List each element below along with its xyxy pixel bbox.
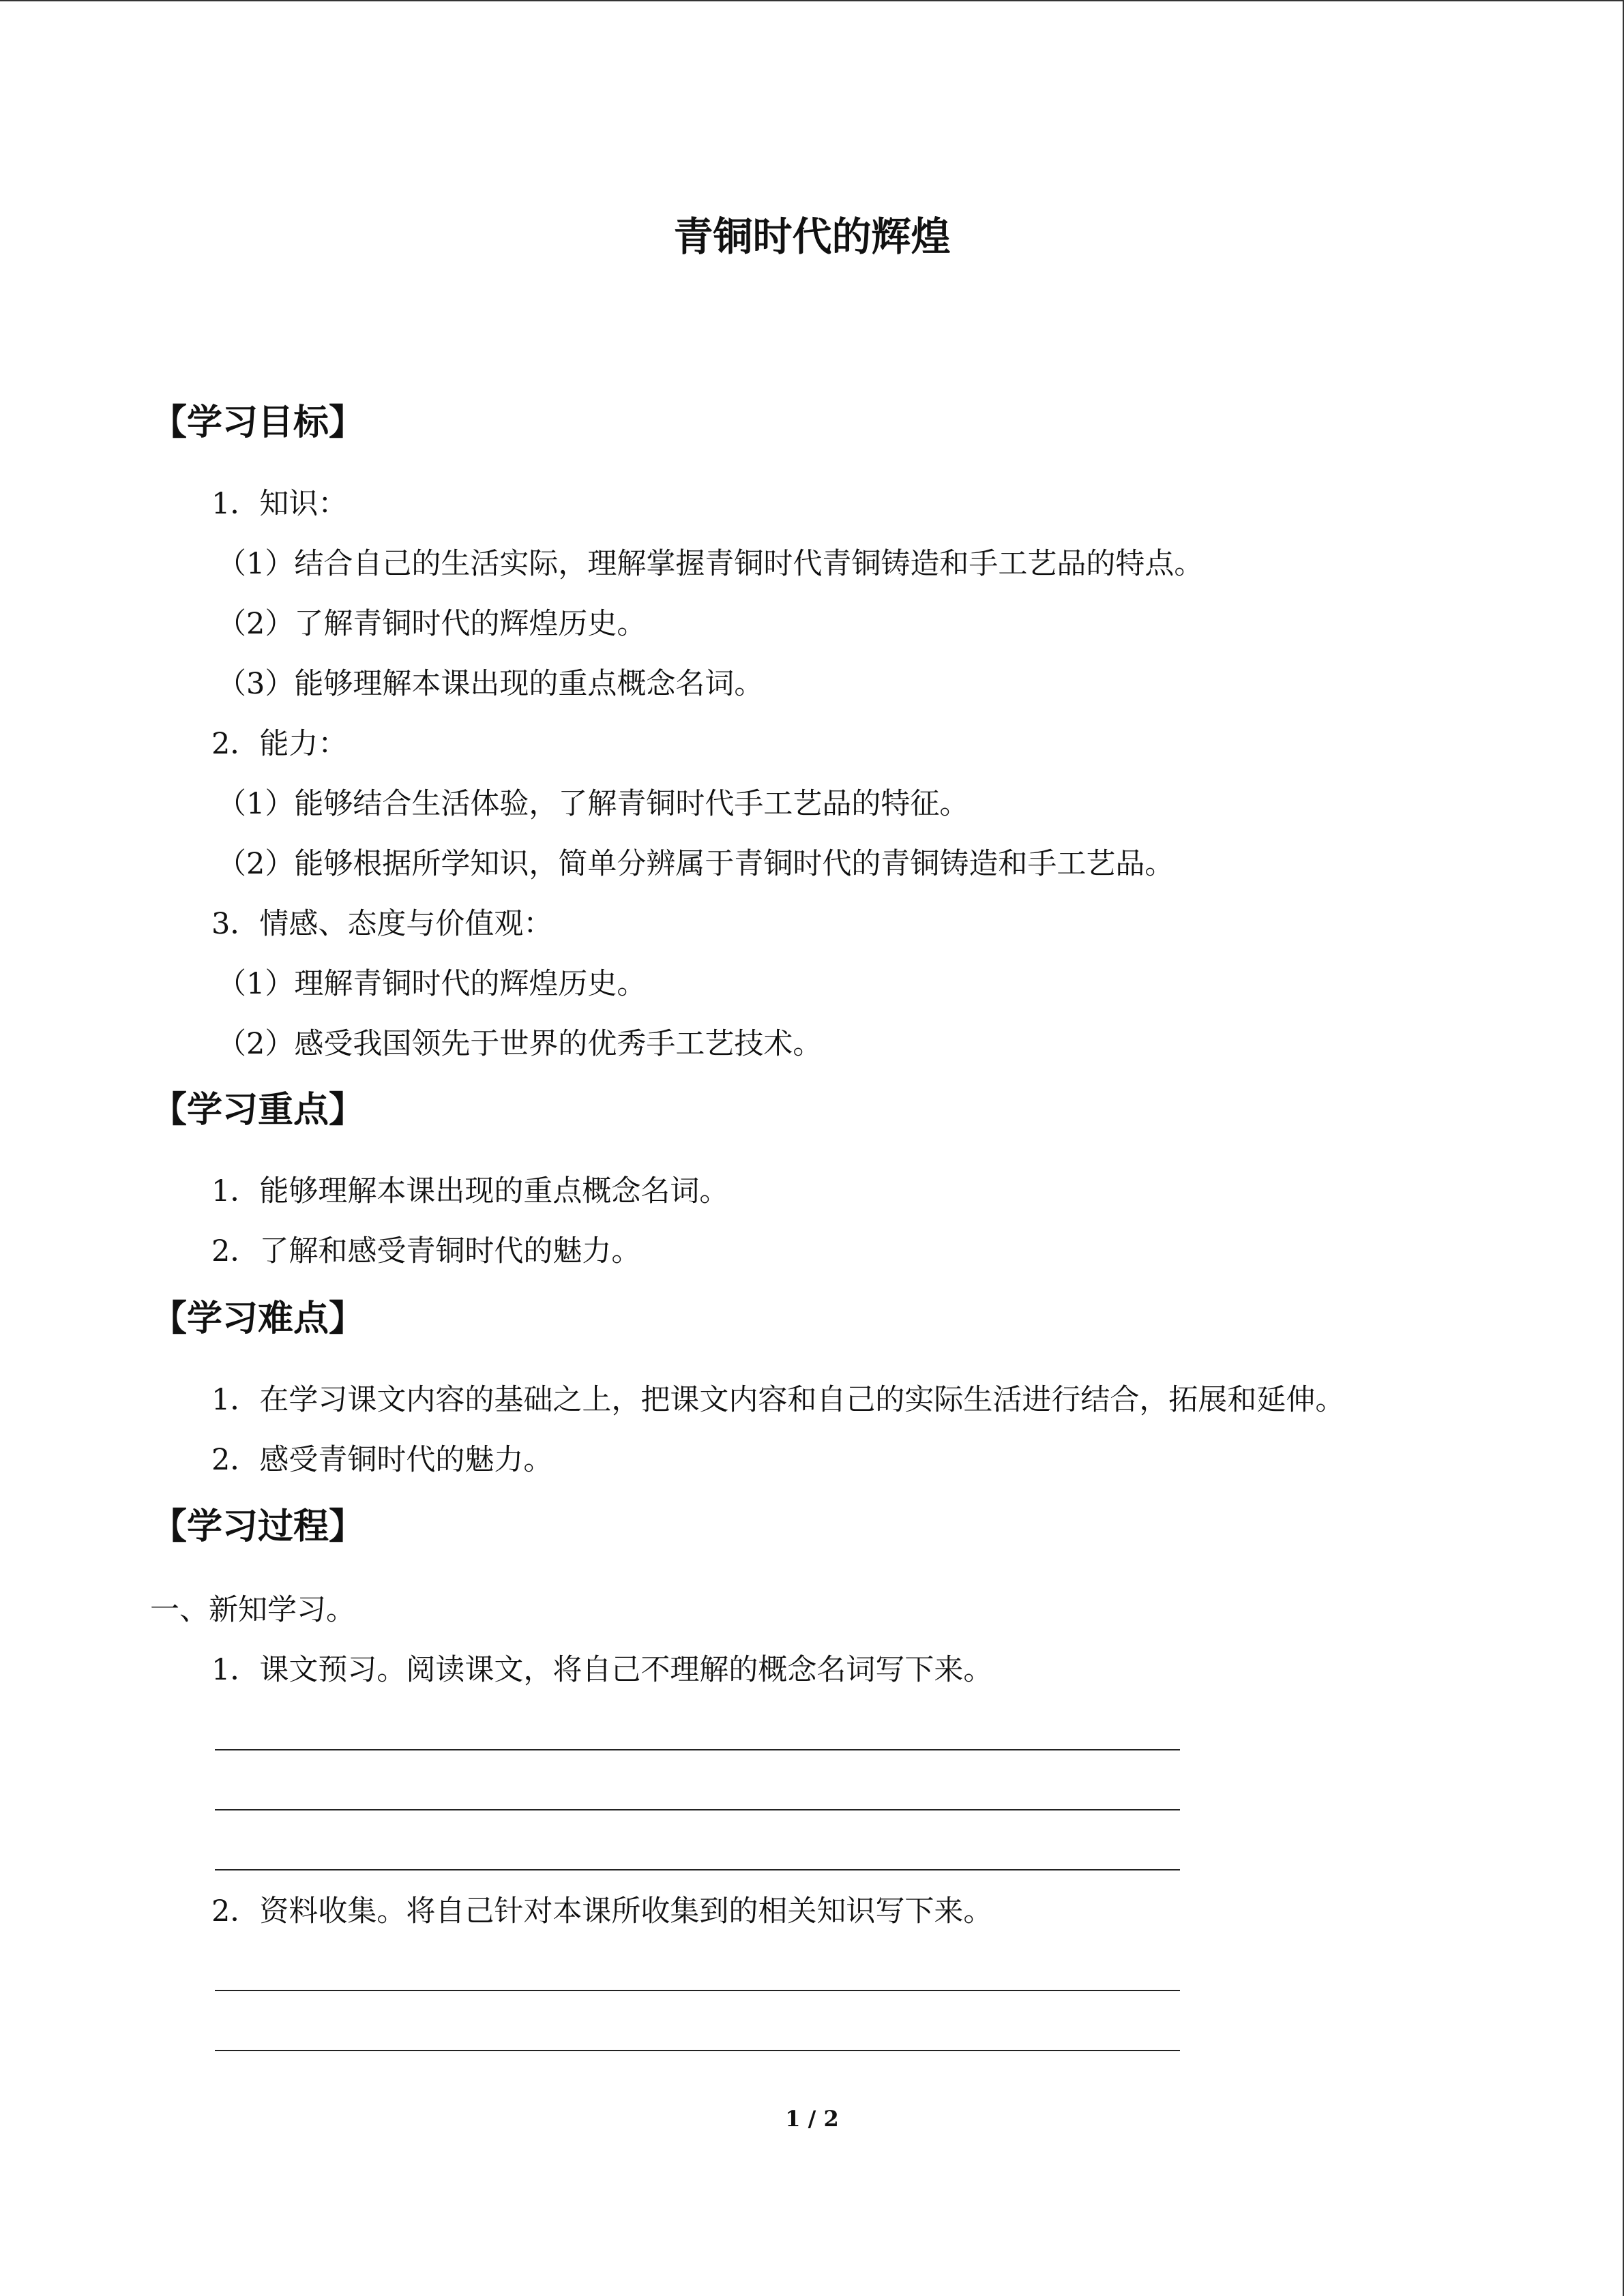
ability-label: 2．能力： [211, 727, 348, 761]
task-collect: 2．资料收集。将自己针对本课所收集到的相关知识写下来。 [211, 1894, 993, 1928]
knowledge-item-2: （2）了解青铜时代的辉煌历史。 [217, 607, 647, 641]
answer-line[interactable] [215, 2050, 1180, 2051]
section-heading-difficulties: 【学习难点】 [151, 1298, 365, 1339]
emotion-item-1: （1）理解青铜时代的辉煌历史。 [217, 967, 647, 1001]
knowledge-item-3: （3）能够理解本课出现的重点概念名词。 [217, 667, 764, 701]
difficulty-2: 2．感受青铜时代的魅力。 [211, 1443, 553, 1477]
page-number: 1 / 2 [785, 2106, 839, 2132]
answer-line[interactable] [215, 1869, 1180, 1870]
emotion-item-2: （2）感受我国领先于世界的优秀手工艺技术。 [217, 1027, 823, 1061]
answer-line[interactable] [215, 1749, 1180, 1750]
key-point-2: 2．了解和感受青铜时代的魅力。 [211, 1234, 641, 1268]
difficulty-1: 1．在学习课文内容的基础之上，把课文内容和自己的实际生活进行结合，拓展和延伸。 [211, 1383, 1345, 1417]
page-title: 青铜时代的辉煌 [673, 213, 951, 260]
ability-item-1: （1）能够结合生活体验，了解青铜时代手工艺品的特征。 [217, 787, 969, 821]
knowledge-item-1: （1）结合自己的生活实际，理解掌握青铜时代青铜铸造和手工艺品的特点。 [217, 547, 1204, 581]
section-new-knowledge: 一、新知学习。 [150, 1593, 355, 1627]
key-point-1: 1．能够理解本课出现的重点概念名词。 [211, 1174, 729, 1208]
answer-line[interactable] [215, 1809, 1180, 1810]
knowledge-label: 1．知识： [211, 487, 348, 521]
section-heading-key-points: 【学习重点】 [151, 1090, 365, 1131]
answer-line[interactable] [215, 1990, 1180, 1991]
emotion-label: 3．情感、态度与价值观： [211, 907, 553, 941]
task-preview: 1．课文预习。阅读课文，将自己不理解的概念名词写下来。 [211, 1653, 993, 1687]
section-heading-process: 【学习过程】 [151, 1506, 365, 1547]
ability-item-2: （2）能够根据所学知识，简单分辨属于青铜时代的青铜铸造和手工艺品。 [217, 847, 1175, 881]
section-heading-objectives: 【学习目标】 [151, 402, 365, 443]
